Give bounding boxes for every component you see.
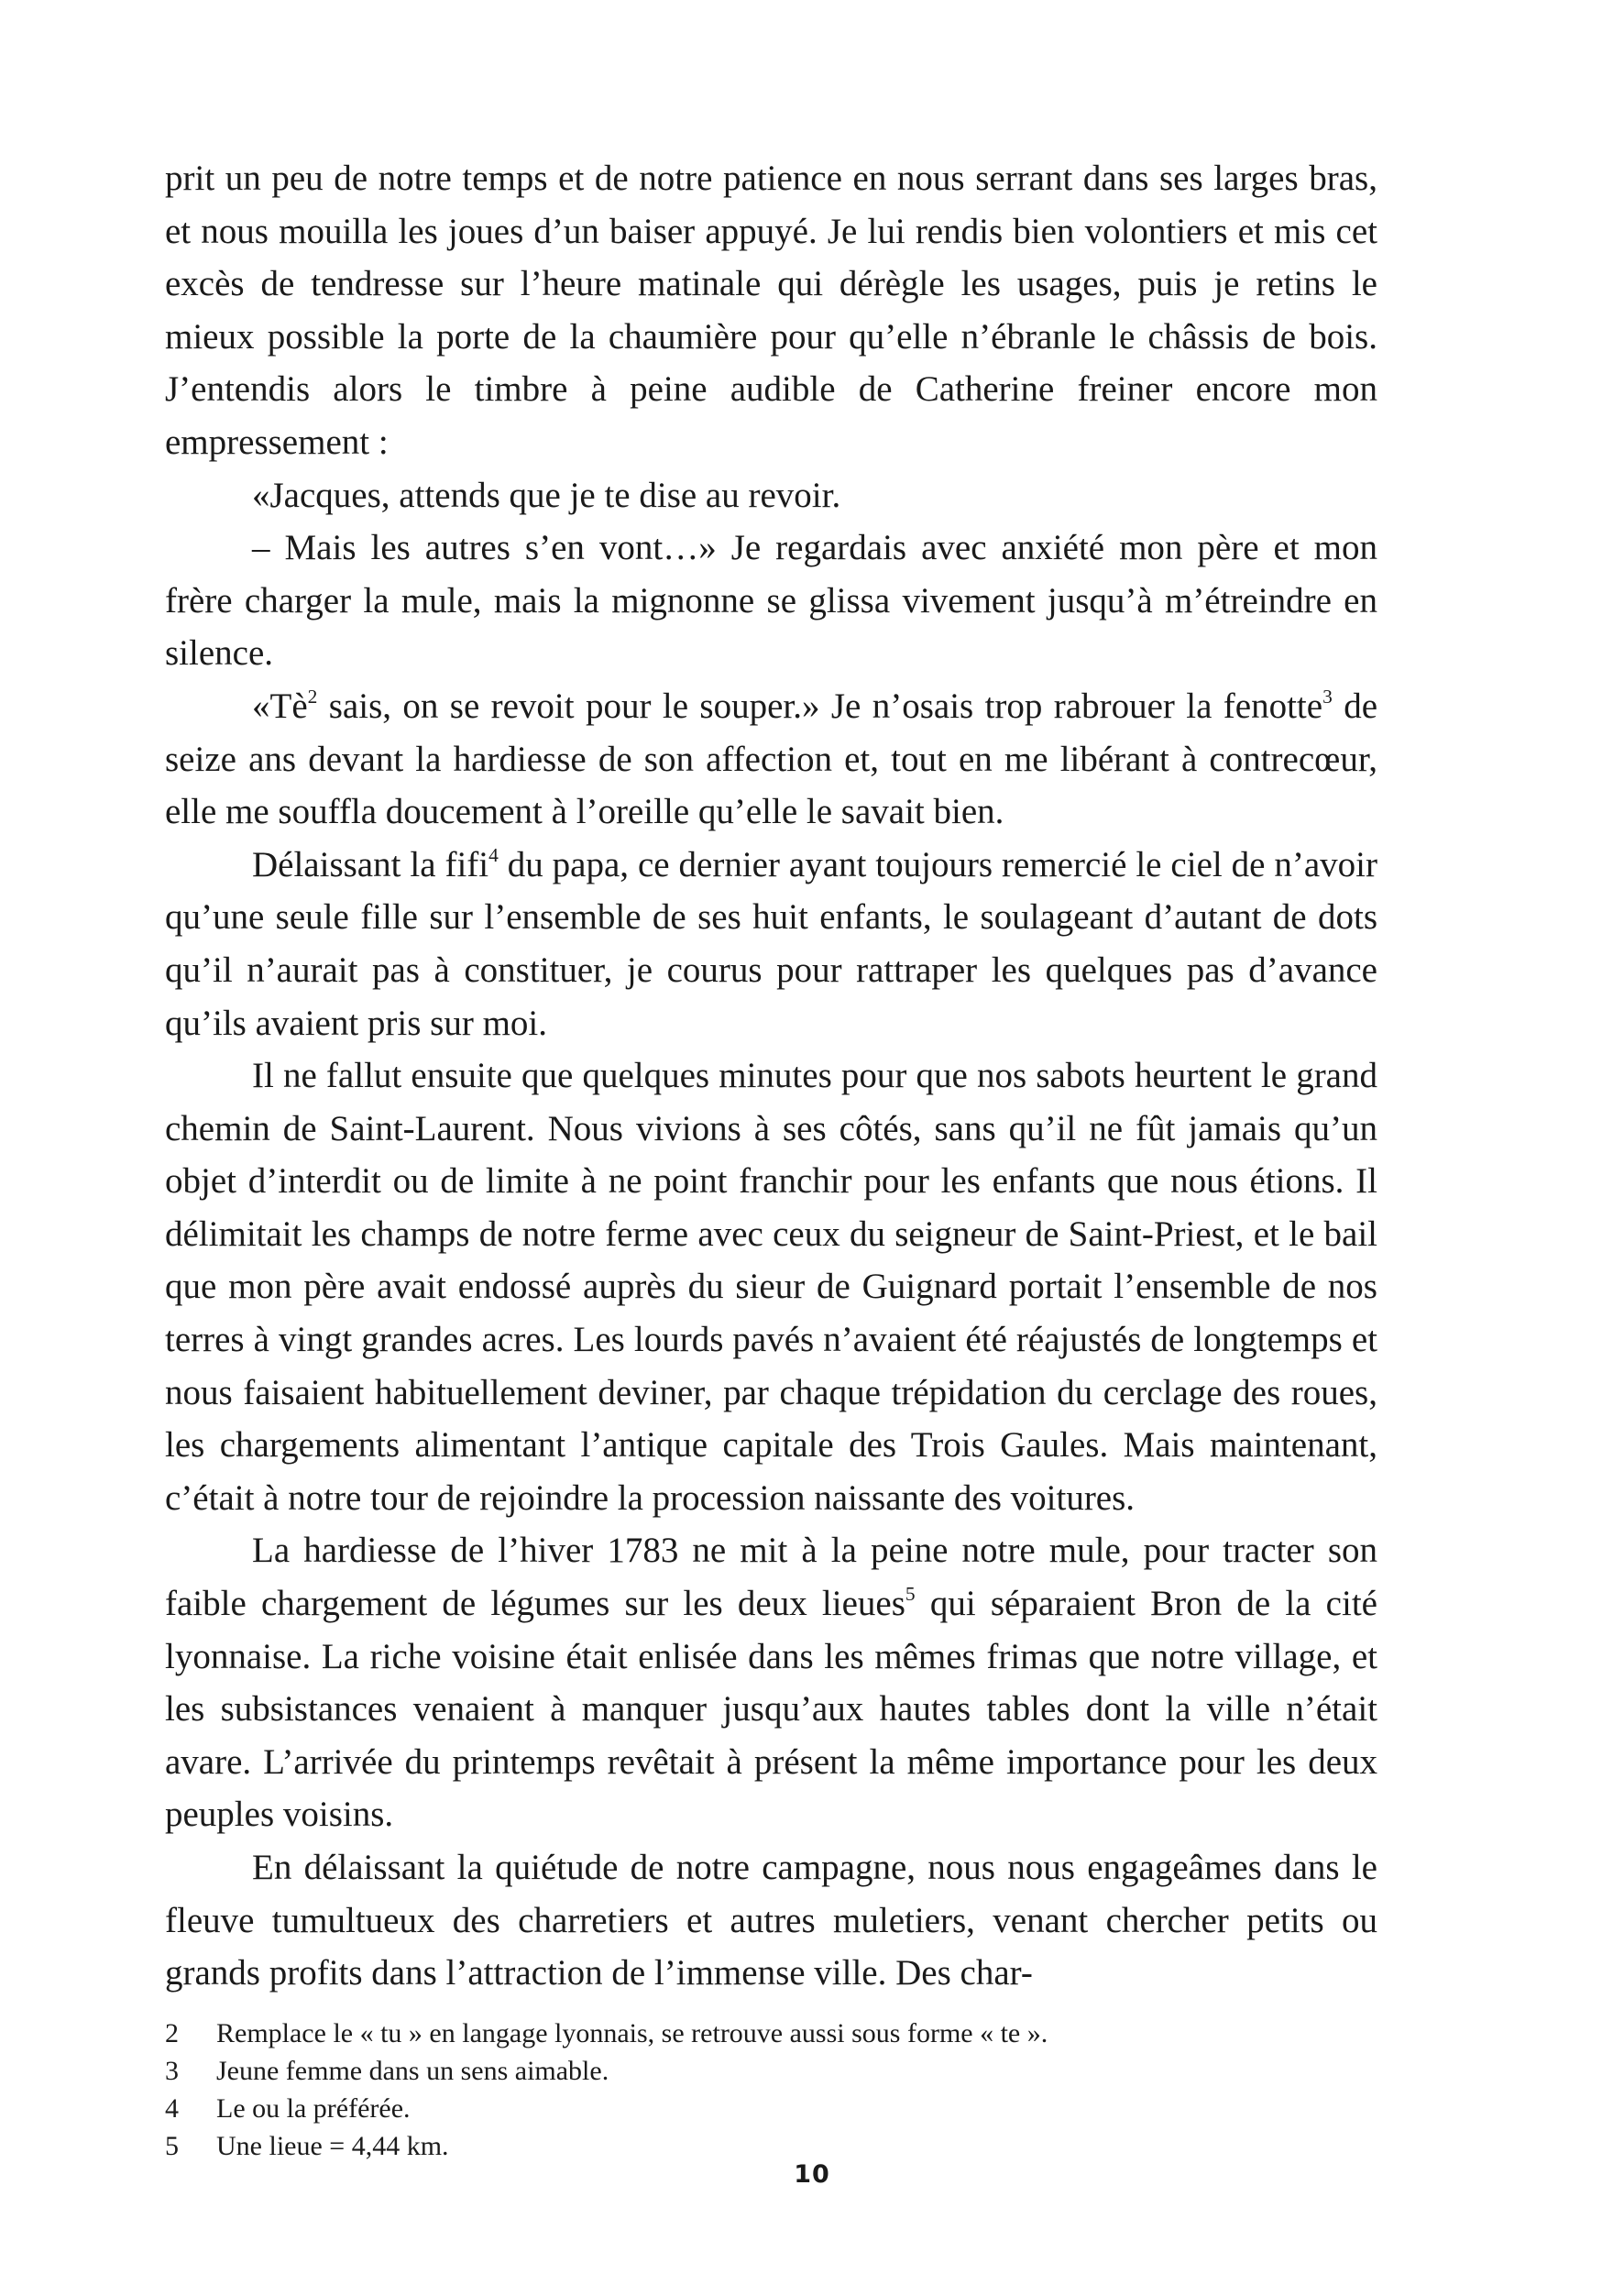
footnote-number: 2 bbox=[165, 2018, 179, 2048]
footnote bbox=[165, 2090, 1377, 2127]
page-number: 10 bbox=[794, 2160, 830, 2189]
footnote-number: 5 bbox=[165, 2131, 179, 2161]
text-run: «Tè bbox=[252, 686, 308, 726]
paragraph: Il ne fallut ensuite que quelques minutes pour que nos sabots heurtent le grand chemin de Saint-Laurent. Nous vivions à ses côtés, sans qu’il ne fût jamais qu’un objet d’interdit ou de limite à ne point franchir pour les enfants que nous étions. Il délimitait les champs de notre ferme avec ceux du seigneur de Saint-Priest, et le bail que mon père avait endossé auprès du sieur de Guignard portait l’ensemble de nos terres à vingt grandes acres. Les lourds pavés n’avaient été réajustés de longtemps et nous faisaient habituellement deviner, par chaque trépidation du cerclage des roues, les chargements alimentant l’antique capitale des Trois Gaules. Mais maintenant, c’était à notre tour de rejoindre la procession naissante des voitures. bbox=[165, 1056, 1377, 1518]
footnote-ref: 3 bbox=[1322, 685, 1333, 708]
footnote-number: 4 bbox=[165, 2093, 179, 2124]
footnote-ref: 2 bbox=[307, 685, 318, 708]
paragraph bbox=[165, 839, 1377, 1049]
paragraph: prit un peu de notre temps et de notre patience en nous serrant dans ses larges bras, et nous mouilla les joues d’un baiser appuyé. Je lui rendis bien volontiers et mis cet excès de tendresse sur l’heure matinale qui dérègle les usages, puis je retins le mieux possible la porte de la chaumière pour qu’elle n’ébranle le châssis de bois. J’entendis alors le timbre à peine audible de Catherine freiner encore mon empressement : bbox=[165, 159, 1377, 462]
footnote-number: 3 bbox=[165, 2056, 179, 2086]
paragraph: «Jacques, attends que je te dise au revoir. bbox=[252, 475, 841, 515]
paragraph: En délaissant la quiétude de notre campagne, nous nous engageâmes dans le fleuve tumultueux des charretiers et autres muletiers, venant chercher petits ou grands profits dans l’attraction de l’immense ville. Des char- bbox=[165, 1848, 1377, 1993]
paragraph bbox=[165, 1524, 1377, 1841]
text-run: Délaissant la fifi bbox=[252, 844, 489, 884]
footnote-text: Remplace le « tu » en langage lyonnais, se retrouve aussi sous forme « te ». bbox=[216, 2018, 1048, 2048]
footnote-text: Jeune femme dans un sens aimable. bbox=[216, 2056, 609, 2086]
footnote bbox=[165, 2052, 1377, 2090]
footnote bbox=[165, 2127, 1377, 2165]
paragraph: – Mais les autres s’en vont…» Je regardais avec anxiété mon père et mon frère charger la mule, mais la mignonne se glissa vivement jusqu’à m’étreindre en silence. bbox=[165, 528, 1377, 674]
body-text bbox=[165, 152, 1377, 2000]
footnote-ref: 4 bbox=[488, 843, 499, 866]
paragraph bbox=[165, 680, 1377, 839]
footnote bbox=[165, 2015, 1377, 2052]
footnote-text: Le ou la préférée. bbox=[216, 2093, 411, 2124]
text-run: du papa, ce dernier ayant toujours remercié le ciel de n’avoir qu’une seule fille sur l’ensemble de ses huit enfants, le soulageant d’autant de dots qu’il n’aurait pas à constituer, je courus pour rattraper les quelques pas d’avance qu’ils avaient pris sur moi. bbox=[165, 844, 1377, 1043]
footnotes bbox=[165, 2015, 1377, 2165]
text-run: qui séparaient Bron de la cité lyonnaise. La riche voisine était enlisée dans les mêmes frimas que notre village, et les subsistances venaient à manquer jusqu’aux hautes tables dont la ville n’était avare. L’arrivée du printemps revêtait à présent la même importance pour les deux peuples voisins. bbox=[165, 1584, 1377, 1835]
text-run: La hardiesse de l’hiver 1783 ne mit à la peine notre mule, pour tracter son faible chargement de légumes sur les deux lieues bbox=[165, 1531, 1377, 1624]
footnote-ref: 5 bbox=[905, 1582, 916, 1605]
footnote-text: Une lieue = 4,44 km. bbox=[216, 2131, 449, 2161]
text-run: sais, on se revoit pour le souper.» Je n’osais trop rabrouer la fenotte bbox=[317, 686, 1323, 726]
text-run: de seize ans devant la hardiesse de son affection et, tout en me libérant à contrecœur, elle me souffla doucement à l’oreille qu’elle le savait bien. bbox=[165, 686, 1378, 832]
